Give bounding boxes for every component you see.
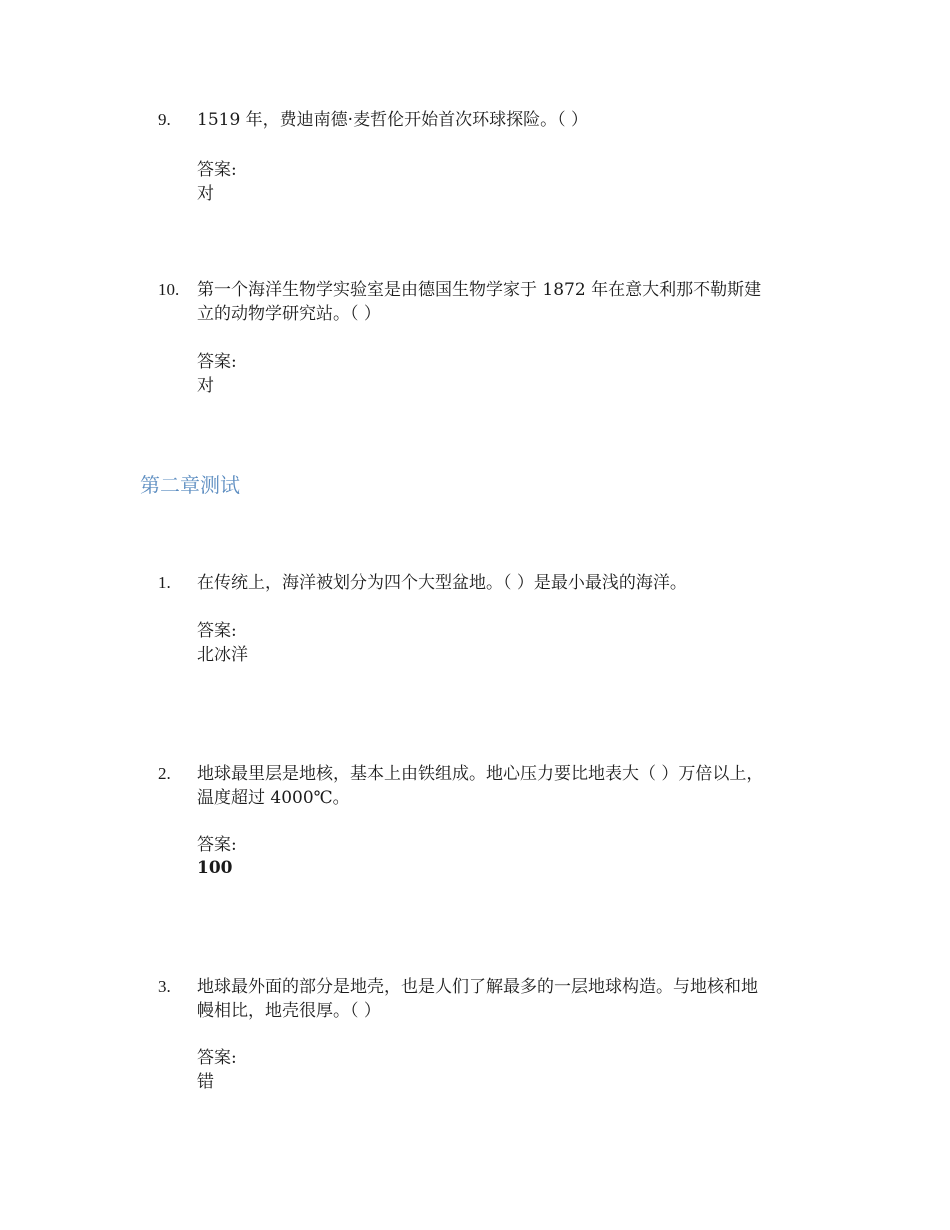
question-text: 1519 年，费迪南德·麦哲伦开始首次环球探险。（ ） [197, 110, 588, 130]
answer-label: 答案: [197, 352, 237, 372]
answer-label: 答案: [197, 160, 237, 180]
question-number: 2. [158, 764, 171, 783]
answer-value: 对 [197, 184, 214, 204]
question-number: 3. [158, 977, 171, 996]
question-text: 在传统上，海洋被划分为四个大型盆地。（ ）是最小最浅的海洋。 [197, 573, 687, 593]
question-text: 地球最外面的部分是地壳，也是人们了解最多的一层地球构造。与地核和地 幔相比，地壳很厚。（ ） [197, 977, 758, 1021]
question-number: 10. [158, 280, 180, 299]
question-text: 地球最里层是地核，基本上由铁组成。地心压力要比地表大（ ）万倍以上， 温度超过 4000℃。 [197, 764, 764, 808]
question-number: 9. [158, 110, 171, 129]
answer-label: 答案: [197, 1048, 237, 1068]
answer-label: 答案: [197, 621, 237, 641]
answer-value: 对 [197, 376, 214, 396]
question-number: 1. [158, 573, 171, 592]
chapter-heading: 第二章测试 [140, 473, 240, 497]
question-text: 第一个海洋生物学实验室是由德国生物学家于 1872 年在意大利那不勒斯建 立的动物学研究站。（ ） [197, 280, 762, 324]
answer-value: 北冰洋 [197, 645, 248, 665]
answer-value: 错 [197, 1072, 214, 1092]
answer-label: 答案: [197, 835, 237, 855]
answer-value: 100 [197, 858, 233, 878]
